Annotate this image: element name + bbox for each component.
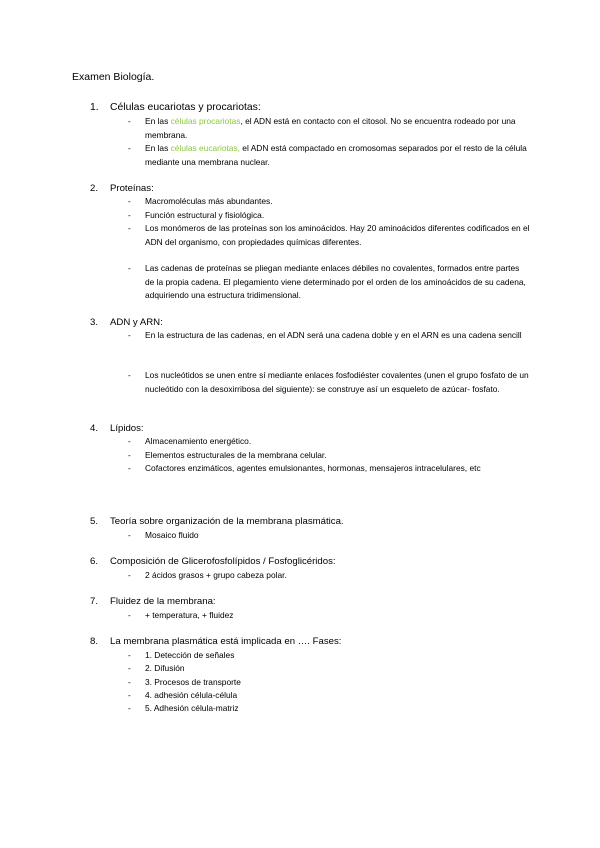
section-title: La membrana plasmática está implicada en …. Fases: (110, 636, 342, 647)
list-item: - Función estructural y fisiológica. (128, 210, 265, 220)
document-title: Examen Biología. (72, 71, 155, 83)
list-item: - 2 ácidos grasos + grupo cabeza polar. (128, 570, 287, 580)
list-item: - Cofactores enzimáticos, agentes emulsionantes, hormonas, mensajeros intracelulares, etc (128, 463, 481, 473)
section-title: Composición de Glicerofosfolípidos / Fosfoglicéridos: (110, 556, 336, 567)
list-item: - Mosaico fluido (128, 530, 199, 540)
list-item: - Los monómeros de las proteínas son los aminoácidos. Hay 20 aminoácidos diferentes codificados en el ADN del organismo, con propiedades químicas diferentes. (128, 223, 530, 247)
list-item: - 2. Difusión (128, 663, 185, 673)
section-title: Teoría sobre organización de la membrana plasmática. (110, 516, 344, 527)
list-item: - Almacenamiento energético. (128, 436, 252, 446)
section-number: 1. (90, 102, 99, 113)
list-item: - + temperatura, + fluidez (128, 610, 234, 620)
section-6-heading: 6. Composición de Glicerofosfolípidos / Fosfoglicéridos: (90, 556, 336, 567)
list-item: - 1. Detección de señales (128, 650, 235, 660)
section-title: Fluidez de la membrana: (110, 596, 216, 607)
list-item: - 4. adhesión célula-célula (128, 690, 238, 700)
list-item: - Las cadenas de proteínas se pliegan mediante enlaces débiles no covalentes, formados entre partes de la propia cadena. El plegamiento viene determinado por el orden de los aminoácidos de su cadena, adquiriendo una estructura tridimensional. (128, 263, 526, 301)
highlighted-term: células eucariotas, (170, 143, 240, 153)
highlighted-term: células procariotas (170, 116, 241, 126)
section-1-heading (90, 102, 261, 113)
section-title: ADN y ARN: (110, 317, 163, 328)
list-item: - Los nucleótidos se unen entre sí mediante enlaces fosfodiéster covalentes (unen el grupo fosfato de un nucleótido con la desoxirribosa del siguiente): se construye así un esqueleto de azúcar- fosfato. (128, 370, 529, 394)
section-3-heading: 3. ADN y ARN: (90, 317, 163, 328)
section-title: Lípidos: (110, 423, 144, 434)
section-7-heading: 7. Fluidez de la membrana: (90, 596, 216, 607)
list-item: - En las células eucariotas, el ADN está compactado en cromosomas separados por el resto de la célula mediante una membrana nuclear. (128, 143, 527, 167)
section-title: Proteínas: (110, 183, 154, 194)
section-5-heading: 5. Teoría sobre organización de la membrana plasmática. (90, 516, 344, 527)
section-4-heading: 4. Lípidos: (90, 423, 144, 434)
list-item: - 3. Procesos de transporte (128, 677, 241, 687)
section-title: Células eucariotas y procariotas: (110, 102, 261, 113)
list-item: - En la estructura de las cadenas, en el ADN será una cadena doble y en el ARN es una cadena sencill (128, 330, 522, 340)
list-item: - 5. Adhesión célula-matriz (128, 703, 239, 713)
list-item: - Macromoléculas más abundantes. (128, 196, 273, 206)
section-2-heading: 2. Proteínas: (90, 183, 154, 194)
section-8-heading: 8. La membrana plasmática está implicada en …. Fases: (90, 636, 342, 647)
list-item: - En las células procariotas, el ADN está en contacto con el citosol. No se encuentra rodeado por una membrana. (128, 116, 516, 140)
list-item: - Elementos estructurales de la membrana celular. (128, 450, 327, 460)
